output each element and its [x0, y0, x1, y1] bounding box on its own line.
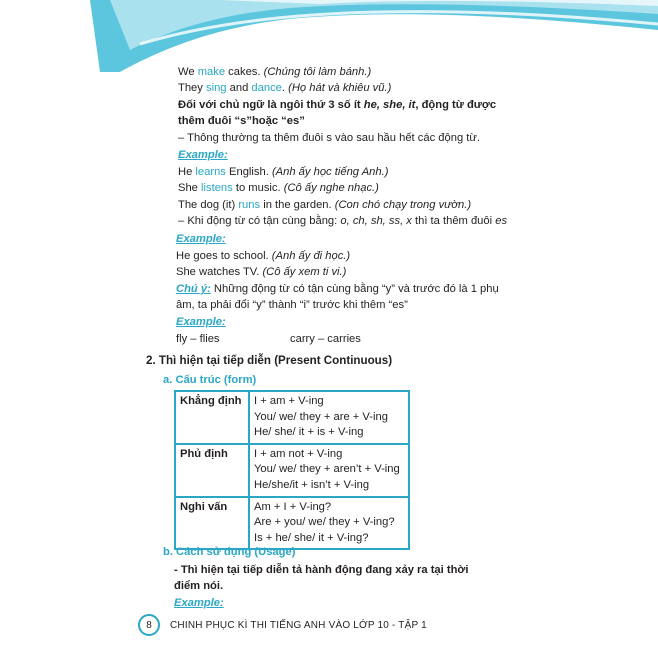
form-formula: Is + he/ she/ it + V-ing? [254, 531, 369, 544]
table-row [175, 497, 409, 550]
example-label: Example: [174, 597, 224, 609]
form-formula: Are + you/ we/ they + V-ing? [254, 516, 395, 529]
book-title: CHINH PHỤC KÌ THI TIẾNG ANH VÀO LỚP 10 - TẬP 1 [170, 619, 427, 631]
table-row-forms [249, 444, 409, 497]
rule-add-s: – Thông thường ta thêm đuôi s vào sau hầu hết các động từ. [178, 132, 480, 144]
highlighted-verb: dance [251, 82, 282, 94]
example-label: Example: [178, 149, 228, 161]
page-number: 8 [138, 614, 160, 636]
rule-third-person: Đối với chủ ngữ là ngôi thứ 3 số ít he, she, it, động từ được [178, 99, 497, 111]
example-line: carry – carries [290, 333, 361, 345]
example-line: He goes to school. (Anh ấy đi học.) [176, 250, 351, 262]
highlighted-verb: listens [201, 182, 233, 194]
example-line: They sing and dance. (Họ hát và khiêu vũ.) [178, 82, 392, 94]
rule-third-person-cont: thêm đuôi “s”hoặc “es” [178, 115, 305, 127]
example-line: We make cakes. (Chúng tôi làm bánh.) [178, 66, 372, 78]
example-line: He learns English. (Anh ấy học tiếng Anh.) [178, 166, 389, 178]
highlighted-verb: learns [195, 166, 226, 178]
highlighted-verb: runs [238, 199, 261, 211]
usage-text-cont: điểm nói. [174, 580, 224, 592]
example-line: fly – flies [176, 333, 220, 345]
table-row [175, 391, 409, 444]
example-line: She watches TV. (Cô ấy xem ti vi.) [176, 266, 347, 278]
example-line: She listens to music. (Cô ấy nghe nhạc.) [178, 182, 379, 194]
form-formula: I + am + V-ing [254, 395, 324, 407]
structure-table [174, 390, 410, 550]
note-label: Chú ý: [176, 283, 211, 295]
table-row [175, 444, 409, 497]
usage-text: - Thì hiện tại tiếp diễn tả hành động đang xảy ra tại thời [174, 564, 469, 576]
example-line: The dog (it) runs in the garden. (Con chó chạy trong vườn.) [178, 199, 472, 211]
rule-add-es: – Khi động từ có tận cùng bằng: o, ch, sh, ss, x thì ta thêm đuôi es [178, 215, 508, 227]
example-label: Example: [176, 316, 226, 328]
page-footer [138, 612, 427, 638]
form-formula: He/ she/ it + is + V-ing [254, 426, 364, 439]
subsection-heading: a. Cấu trúc (form) [163, 374, 257, 386]
form-formula: You/ we/ they + aren’t + V-ing [254, 463, 400, 476]
example-label: Example: [176, 233, 226, 245]
table-row-forms [249, 391, 409, 444]
form-formula: You/ we/ they + are + V-ing [254, 410, 388, 423]
form-formula: Am + I + V-ing? [254, 500, 332, 513]
highlighted-verb: make [197, 66, 226, 78]
note-paragraph-cont: âm, ta phải đổi “y” thành “i” trước khi thêm “es” [176, 299, 408, 311]
table-row-label: Phủ định [175, 444, 249, 497]
form-formula: I + am not + V-ing [254, 447, 343, 460]
section-heading: 2. Thì hiện tại tiếp diễn (Present Continuous) [146, 354, 393, 367]
form-formula: He/she/it + isn’t + V-ing [254, 478, 370, 491]
table-row-label: Nghi vấn [175, 497, 249, 550]
table-row-label: Khẳng định [175, 391, 249, 444]
highlighted-verb: sing [205, 82, 227, 94]
table-row-forms [249, 497, 409, 550]
subsection-heading: b. Cách sử dụng (Usage) [163, 546, 296, 558]
note-paragraph: Chú ý: Những động từ có tận cùng bằng “y” và trước đó là 1 phụ [176, 283, 499, 295]
